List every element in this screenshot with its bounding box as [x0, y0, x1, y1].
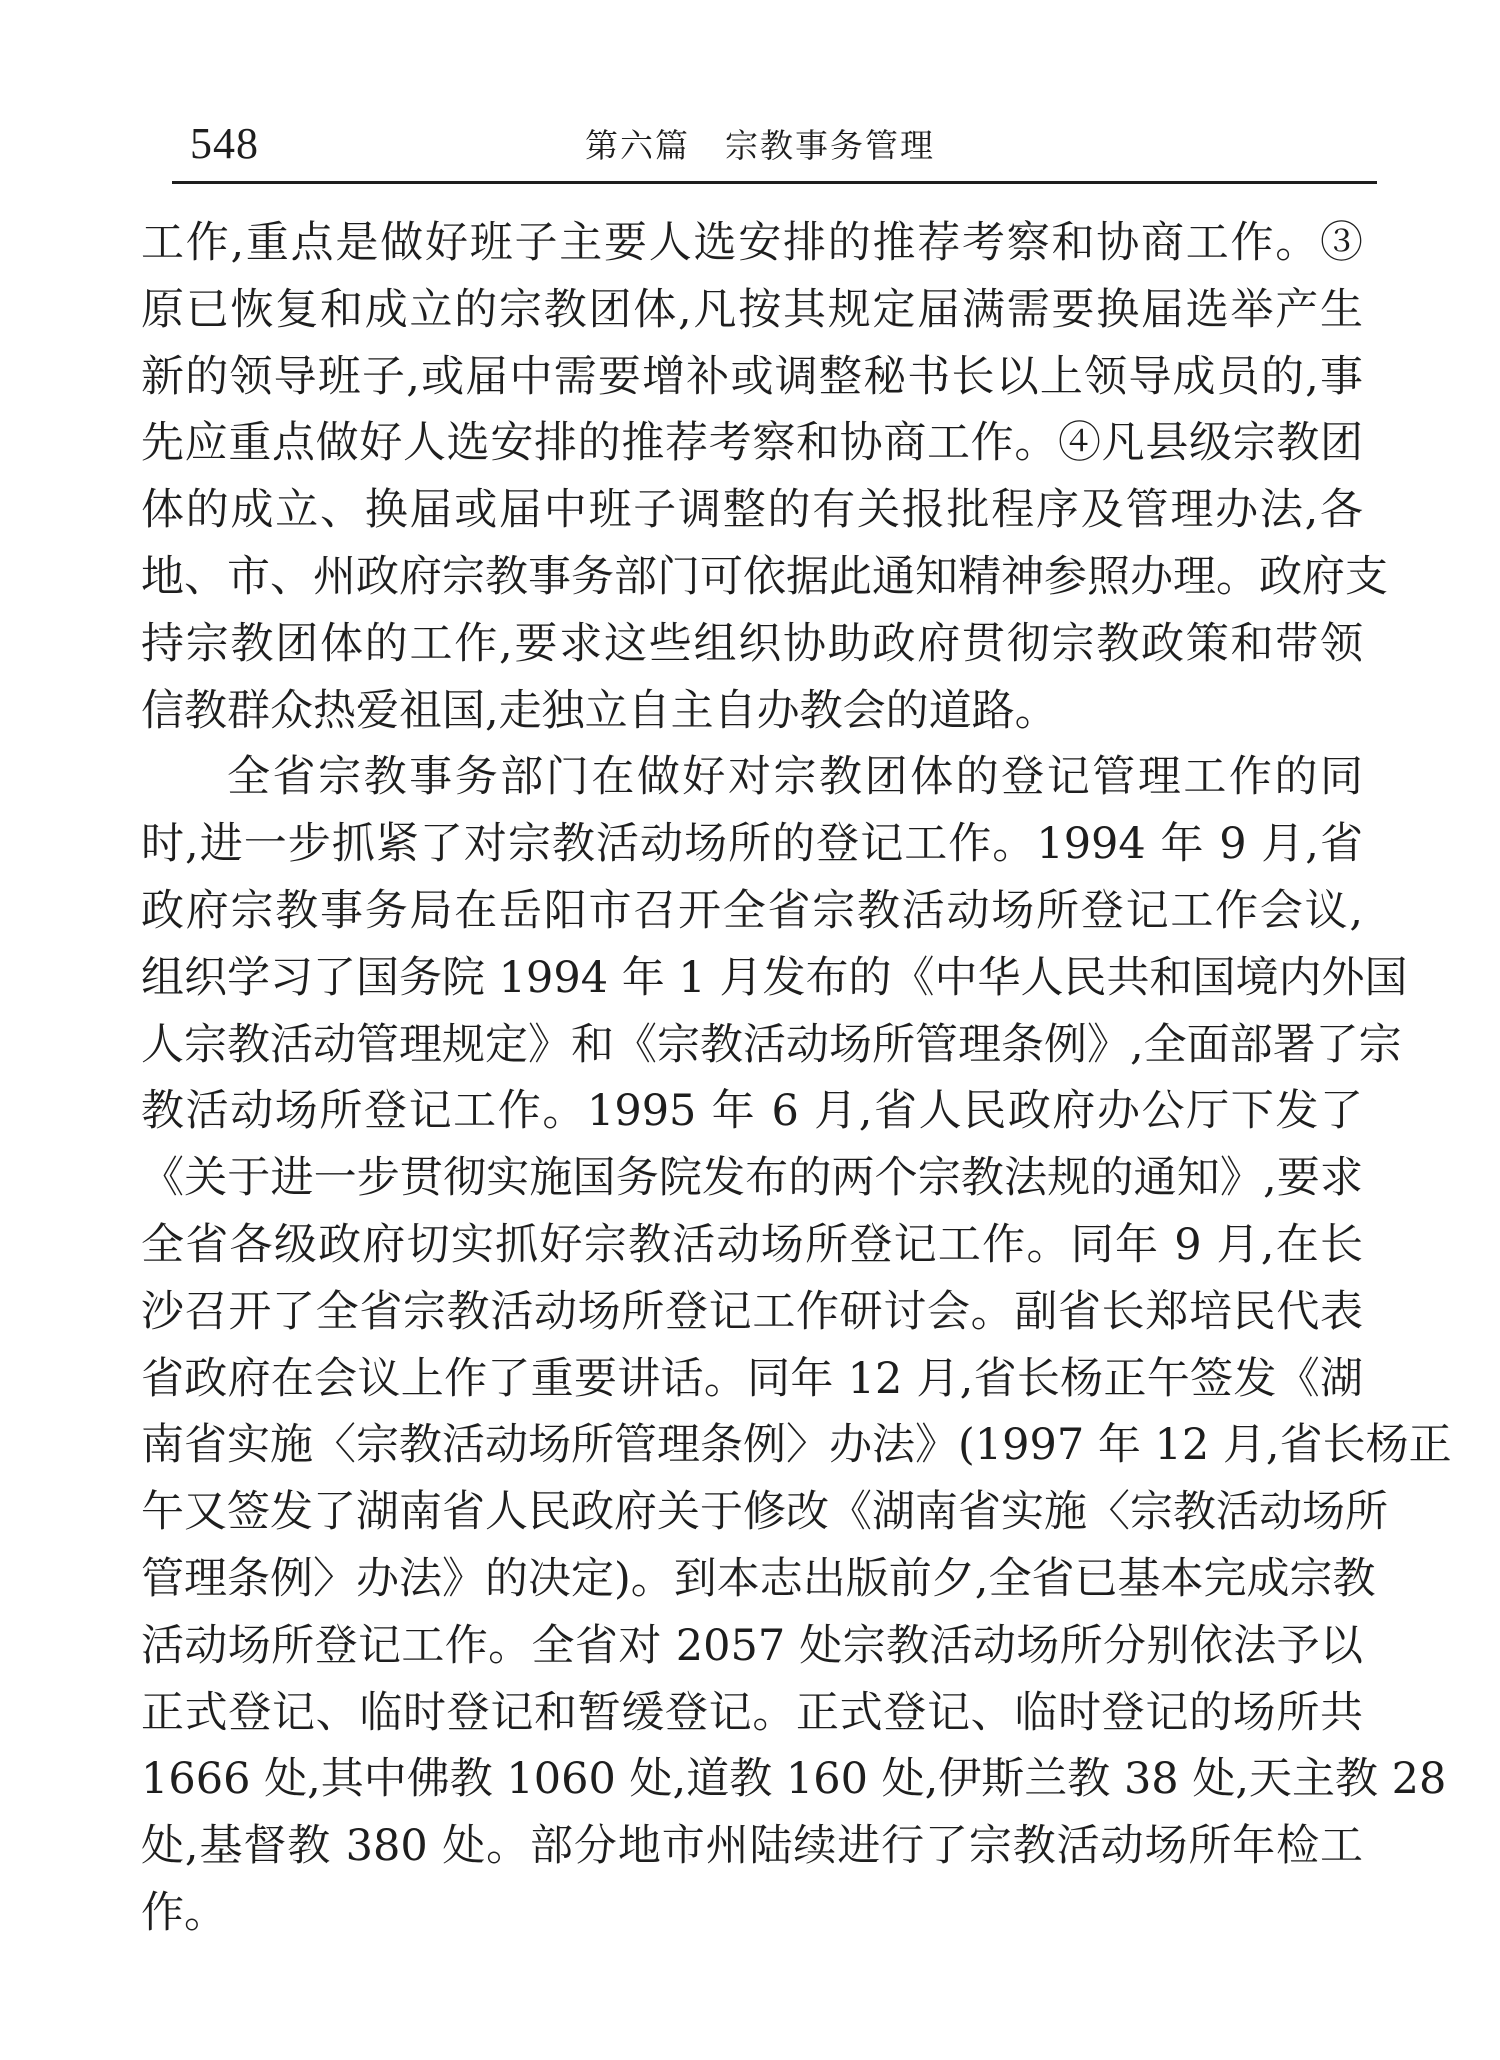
text-line: 先应重点做好人选安排的推荐考察和协商工作。④凡县级宗教团 — [141, 418, 1363, 469]
text-line: 地、市、州政府宗教事务部门可依据此通知精神参照办理。政府支 — [141, 551, 1388, 602]
text-line: 南省实施〈宗教活动场所管理条例〉办法》(1997 年 12 月,省长杨正 — [141, 1420, 1452, 1471]
text-line: 午又签发了湖南省人民政府关于修改《湖南省实施〈宗教活动场所 — [141, 1487, 1388, 1538]
text-line: 信教群众热爱祖国,走独立自主自办教会的道路。 — [141, 685, 1058, 736]
text-line: 作。 — [141, 1887, 227, 1938]
text-line: 政府宗教事务局在岳阳市召开全省宗教活动场所登记工作会议, — [141, 885, 1363, 936]
text-line: 省政府在会议上作了重要讲话。同年 12 月,省长杨正午签发《湖 — [141, 1353, 1363, 1404]
text-line: 1666 处,其中佛教 1060 处,道教 160 处,伊斯兰教 38 处,天主教 28 — [141, 1754, 1447, 1805]
text-line: 沙召开了全省宗教活动场所登记工作研讨会。副省长郑培民代表 — [141, 1286, 1363, 1337]
text-line: 体的成立、换届或届中班子调整的有关报批程序及管理办法,各 — [141, 485, 1363, 536]
text-line: 组织学习了国务院 1994 年 1 月发布的《中华人民共和国境内外国 — [141, 952, 1408, 1003]
body-text — [141, 210, 1452, 1947]
text-line: 持宗教团体的工作,要求这些组织协助政府贯彻宗教政策和带领 — [141, 618, 1363, 669]
text-line: 时,进一步抓紧了对宗教活动场所的登记工作。1994 年 9 月,省 — [141, 819, 1363, 870]
text-line: 全省宗教事务部门在做好对宗教团体的登记管理工作的同 — [227, 752, 1363, 803]
text-line: 《关于进一步贯彻实施国务院发布的两个宗教法规的通知》,要求 — [141, 1153, 1363, 1204]
text-line: 工作,重点是做好班子主要人选安排的推荐考察和协商工作。③ — [141, 218, 1363, 268]
header-divider — [172, 181, 1377, 184]
text-line: 新的领导班子,或届中需要增补或调整秘书长以上领导成员的,事 — [141, 351, 1363, 402]
running-header-title: 第六篇 宗教事务管理 — [585, 126, 935, 165]
text-line: 管理条例〉办法》的决定)。到本志出版前夕,全省已基本完成宗教 — [141, 1553, 1376, 1604]
text-line: 处,基督教 380 处。部分地市州陆续进行了宗教活动场所年检工 — [141, 1821, 1363, 1872]
text-line: 全省各级政府切实抓好宗教活动场所登记工作。同年 9 月,在长 — [141, 1219, 1363, 1270]
text-line: 活动场所登记工作。全省对 2057 处宗教活动场所分别依法予以 — [141, 1620, 1363, 1671]
text-line: 人宗教活动管理规定》和《宗教活动场所管理条例》,全面部署了宗 — [141, 1019, 1402, 1070]
text-line: 原已恢复和成立的宗教团体,凡按其规定届满需要换届选举产生 — [141, 284, 1363, 335]
text-line: 教活动场所登记工作。1995 年 6 月,省人民政府办公厅下发了 — [141, 1086, 1363, 1137]
text-line: 正式登记、临时登记和暂缓登记。正式登记、临时登记的场所共 — [141, 1687, 1363, 1738]
page-number: 548 — [190, 119, 259, 168]
